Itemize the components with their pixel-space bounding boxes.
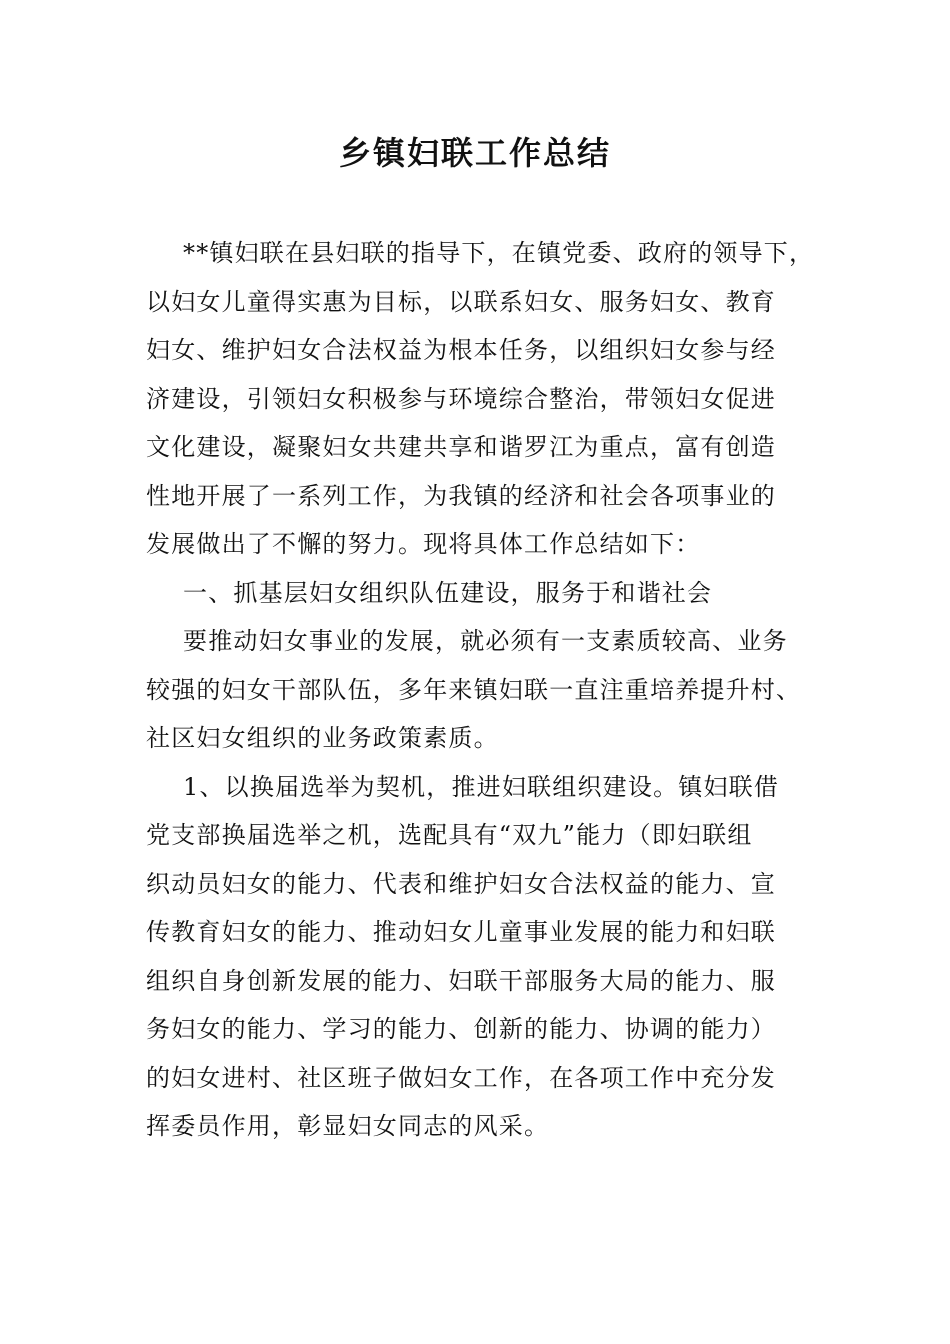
paragraph-line: 务妇女的能力、学习的能力、创新的能力、协调的能力） [146, 1015, 776, 1043]
paragraph-line: **镇妇联在县妇联的指导下，在镇党委、政府的领导下， [183, 239, 815, 267]
section-heading: 一、抓基层妇女组织队伍建设，服务于和谐社会 [183, 578, 713, 607]
paragraph-line: 1、以换届选举为契机，推进妇联组织建设。镇妇联借 [183, 772, 780, 801]
document-body [146, 229, 826, 1151]
paragraph-line: 的妇女进村、社区班子做妇女工作，在各项工作中充分发 [146, 1063, 776, 1092]
paragraph-line: 要推动妇女事业的发展，就必须有一支素质较高、业务 [183, 627, 788, 655]
paragraph-line: 妇女、维护妇女合法权益为根本任务，以组织妇女参与经 [146, 336, 776, 364]
paragraph-line: 性地开展了一系列工作，为我镇的经济和社会各项事业的 [146, 481, 776, 510]
paragraph-line: 组织自身创新发展的能力、妇联干部服务大局的能力、服 [146, 966, 776, 995]
paragraph-line: 党支部换届选举之机，选配具有“双九”能力（即妇联组 [146, 821, 753, 849]
document-title: 乡镇妇联工作总结 [338, 134, 611, 172]
paragraph-line: 以妇女儿童得实惠为目标，以联系妇女、服务妇女、教育 [146, 287, 776, 316]
paragraph-line: 文化建设，凝聚妇女共建共享和谐罗江为重点，富有创造 [146, 433, 776, 461]
paragraph-line: 织动员妇女的能力、代表和维护妇女合法权益的能力、宣 [146, 869, 776, 898]
paragraph-line: 挥委员作用，彰显妇女同志的风采。 [146, 1112, 550, 1140]
paragraph-line: 济建设，引领妇女积极参与环境综合整治，带领妇女促进 [146, 384, 776, 413]
paragraph-line: 发展做出了不懈的努力。现将具体工作总结如下： [146, 530, 701, 558]
paragraph-line: 社区妇女组织的业务政策素质。 [146, 724, 499, 752]
paragraph-line: 传教育妇女的能力、推动妇女儿童事业发展的能力和妇联 [146, 918, 776, 946]
paragraph-line: 较强的妇女干部队伍，多年来镇妇联一直注重培养提升村、 [146, 675, 802, 704]
